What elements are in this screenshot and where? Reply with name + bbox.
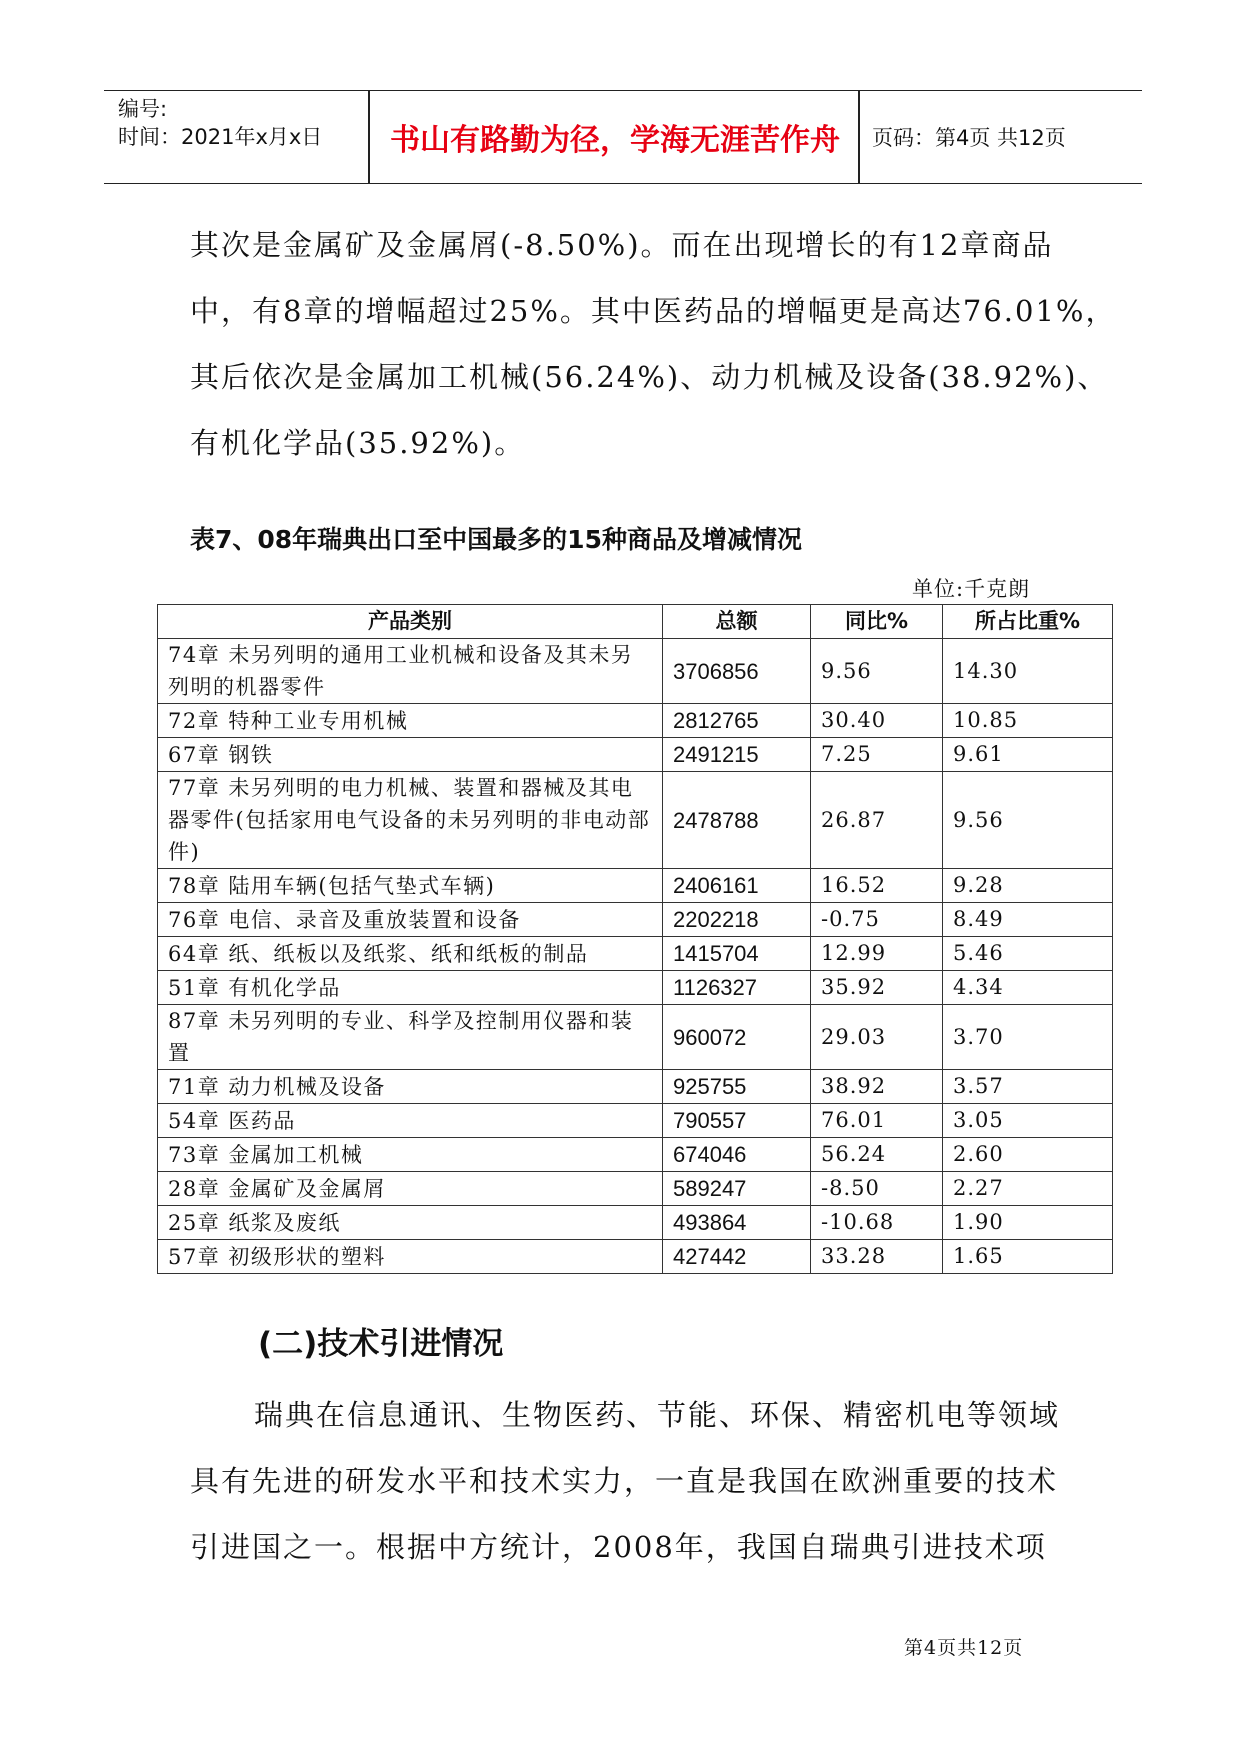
category-cell: 74章 未另列明的通用工业机械和设备及其未另列明的机器零件: [158, 639, 663, 704]
yoy-cell: 56.24: [811, 1138, 943, 1172]
yoy-cell: 16.52: [811, 869, 943, 903]
page-header: [104, 90, 1142, 184]
total-cell: 925755: [663, 1070, 811, 1104]
share-cell: 1.90: [943, 1206, 1113, 1240]
yoy-cell: 76.01: [811, 1104, 943, 1138]
total-cell: 1126327: [663, 971, 811, 1005]
category-cell: 64章 纸、纸板以及纸浆、纸和纸板的制品: [158, 937, 663, 971]
share-cell: 3.57: [943, 1070, 1113, 1104]
column-header-yoy: 同比%: [811, 605, 943, 639]
category-cell: 73章 金属加工机械: [158, 1138, 663, 1172]
total-cell: 1415704: [663, 937, 811, 971]
category-cell: 72章 特种工业专用机械: [158, 704, 663, 738]
yoy-cell: 9.56: [811, 639, 943, 704]
category-cell: 67章 钢铁: [158, 738, 663, 772]
total-cell: 2202218: [663, 903, 811, 937]
table-unit: 单位:千克朗: [912, 577, 1031, 601]
paragraph-line: 中，有8章的增幅超过25%。其中医药品的增幅更是高达76.01%，: [190, 294, 1117, 328]
section-paragraph: [190, 1382, 1070, 1580]
total-cell: 2406161: [663, 869, 811, 903]
category-cell: 87章 未另列明的专业、科学及控制用仪器和装置: [158, 1005, 663, 1070]
category-cell: 76章 电信、录音及重放装置和设备: [158, 903, 663, 937]
share-cell: 5.46: [943, 937, 1113, 971]
total-cell: 960072: [663, 1005, 811, 1070]
share-cell: 3.70: [943, 1005, 1113, 1070]
total-cell: 790557: [663, 1104, 811, 1138]
yoy-cell: -10.68: [811, 1206, 943, 1240]
category-cell: 54章 医药品: [158, 1104, 663, 1138]
table-title: 表7、08年瑞典出口至中国最多的15种商品及增减情况: [190, 525, 802, 554]
header-meta: [118, 95, 368, 151]
column-header-category: 产品类别: [158, 605, 663, 639]
table-row: [158, 772, 1113, 869]
share-cell: 2.60: [943, 1138, 1113, 1172]
share-cell: 10.85: [943, 704, 1113, 738]
table-row: [158, 1104, 1113, 1138]
header-motto: 书山有路勤为径，学海无涯苦作舟: [390, 123, 840, 158]
category-cell: 78章 陆用车辆(包括气垫式车辆): [158, 869, 663, 903]
yoy-cell: 30.40: [811, 704, 943, 738]
yoy-cell: 7.25: [811, 738, 943, 772]
total-cell: 2491215: [663, 738, 811, 772]
intro-paragraph: [190, 212, 1117, 476]
category-cell: 51章 有机化学品: [158, 971, 663, 1005]
table-row: [158, 1005, 1113, 1070]
total-cell: 2478788: [663, 772, 811, 869]
header-page-label: 页码：第4页 共12页: [872, 126, 1066, 150]
yoy-cell: 38.92: [811, 1070, 943, 1104]
share-cell: 3.05: [943, 1104, 1113, 1138]
total-cell: 3706856: [663, 639, 811, 704]
paragraph-line: 瑞典在信息通讯、生物医药、节能、环保、精密机电等领域: [254, 1398, 1061, 1432]
category-cell: 77章 未另列明的电力机械、装置和器械及其电器零件(包括家用电气设备的未另列明的非电动部件): [158, 772, 663, 869]
category-cell: 25章 纸浆及废纸: [158, 1206, 663, 1240]
share-cell: 14.30: [943, 639, 1113, 704]
paragraph-line: 其后依次是金属加工机械(56.24%)、动力机械及设备(38.92%)、: [190, 360, 1109, 394]
table-row: [158, 738, 1113, 772]
table-row: [158, 704, 1113, 738]
total-cell: 674046: [663, 1138, 811, 1172]
table-row: [158, 1172, 1113, 1206]
share-cell: 9.56: [943, 772, 1113, 869]
table-row: [158, 1206, 1113, 1240]
share-cell: 8.49: [943, 903, 1113, 937]
table-row: [158, 1138, 1113, 1172]
column-header-share: 所占比重%: [943, 605, 1113, 639]
column-header-total: 总额: [663, 605, 811, 639]
table-row: [158, 639, 1113, 704]
time-label: 时间：2021年x月x日: [118, 125, 323, 149]
total-cell: 493864: [663, 1206, 811, 1240]
yoy-cell: 29.03: [811, 1005, 943, 1070]
paragraph-line: 其次是金属矿及金属屑(-8.50%)。而在出现增长的有12章商品: [190, 228, 1054, 262]
table-header-row: [158, 605, 1113, 639]
total-cell: 589247: [663, 1172, 811, 1206]
share-cell: 1.65: [943, 1240, 1113, 1274]
yoy-cell: -8.50: [811, 1172, 943, 1206]
total-cell: 2812765: [663, 704, 811, 738]
paragraph-line: 引进国之一。根据中方统计，2008年，我国自瑞典引进技术项: [190, 1530, 1047, 1564]
category-cell: 57章 初级形状的塑料: [158, 1240, 663, 1274]
yoy-cell: 26.87: [811, 772, 943, 869]
section-title: (二)技术引进情况: [258, 1326, 504, 1362]
share-cell: 9.28: [943, 869, 1113, 903]
table-row: [158, 937, 1113, 971]
yoy-cell: -0.75: [811, 903, 943, 937]
table-row: [158, 869, 1113, 903]
table-row: [158, 971, 1113, 1005]
share-cell: 9.61: [943, 738, 1113, 772]
table-row: [158, 1240, 1113, 1274]
share-cell: 2.27: [943, 1172, 1113, 1206]
header-divider: [368, 91, 370, 183]
export-table: [157, 604, 1113, 1274]
total-cell: 427442: [663, 1240, 811, 1274]
page-footer: 第4页共12页: [904, 1637, 1024, 1659]
category-cell: 28章 金属矿及金属屑: [158, 1172, 663, 1206]
yoy-cell: 33.28: [811, 1240, 943, 1274]
table-row: [158, 903, 1113, 937]
serial-label: 编号:: [118, 97, 168, 121]
category-cell: 71章 动力机械及设备: [158, 1070, 663, 1104]
yoy-cell: 35.92: [811, 971, 943, 1005]
paragraph-line: 具有先进的研发水平和技术实力，一直是我国在欧洲重要的技术: [190, 1464, 1059, 1498]
yoy-cell: 12.99: [811, 937, 943, 971]
table-row: [158, 1070, 1113, 1104]
paragraph-line: 有机化学品(35.92%)。: [190, 426, 526, 460]
header-divider: [858, 91, 860, 183]
share-cell: 4.34: [943, 971, 1113, 1005]
